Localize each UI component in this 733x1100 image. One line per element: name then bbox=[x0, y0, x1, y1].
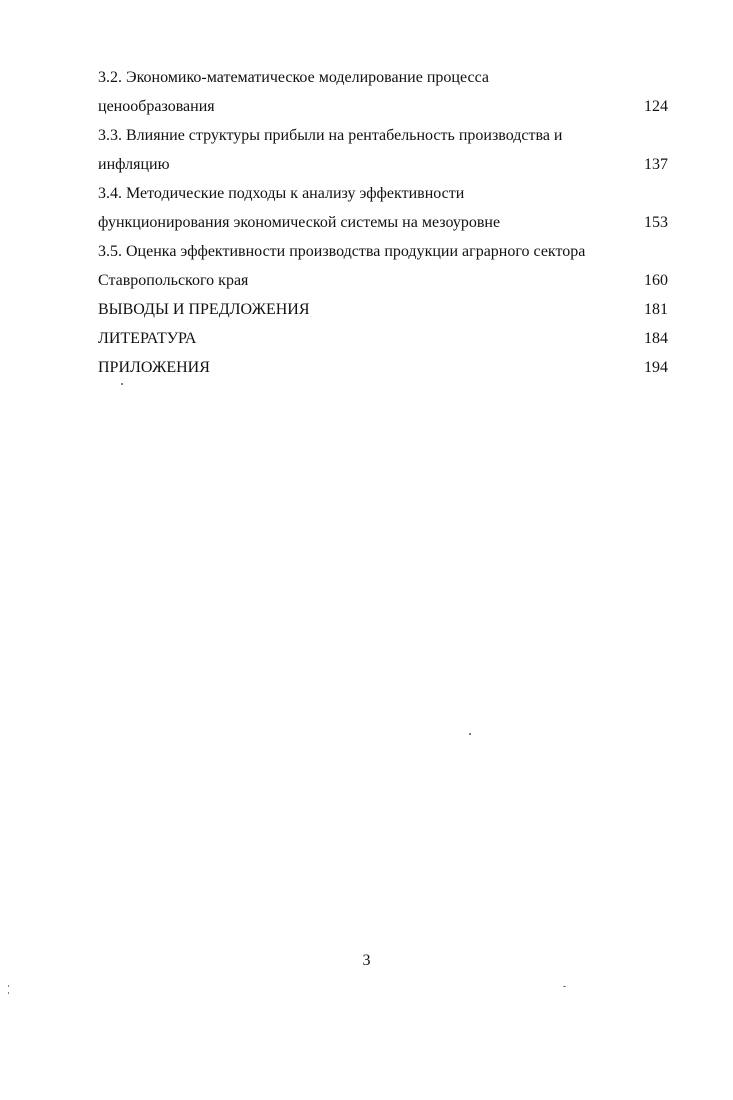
page-number: 3 bbox=[362, 952, 371, 969]
scan-speck bbox=[8, 992, 9, 994]
toc-line bbox=[98, 63, 668, 92]
toc-line bbox=[98, 295, 668, 324]
toc-line bbox=[98, 179, 668, 208]
toc-entry-text: Ставропольского края bbox=[98, 272, 249, 289]
toc-entry-text: 3.2. Экономико-математическое моделирование процесса bbox=[98, 69, 489, 86]
toc-page-number: 181 bbox=[644, 301, 668, 318]
toc-entry-text: инфляцию bbox=[98, 156, 170, 173]
toc-entry-text: ПРИЛОЖЕНИЯ bbox=[98, 359, 210, 376]
toc-line bbox=[98, 208, 668, 237]
scan-speck bbox=[8, 985, 9, 987]
toc-page-number: 137 bbox=[644, 156, 668, 173]
toc-page-number: 194 bbox=[644, 359, 668, 376]
toc-entry-text: 3.5. Оценка эффективности производства продукции аграрного сектора bbox=[98, 243, 586, 260]
toc-line bbox=[98, 266, 668, 295]
scan-speck bbox=[563, 986, 566, 987]
scan-speck bbox=[469, 733, 471, 735]
table-of-contents bbox=[98, 63, 668, 382]
toc-line bbox=[98, 237, 668, 266]
toc-entry-text: ВЫВОДЫ И ПРЕДЛОЖЕНИЯ bbox=[98, 301, 310, 318]
toc-line bbox=[98, 150, 668, 179]
toc-entry-text: функционирования экономической системы на мезоуровне bbox=[98, 214, 501, 231]
toc-entry-text: 3.4. Методические подходы к анализу эффективности bbox=[98, 185, 465, 202]
toc-line bbox=[98, 324, 668, 353]
toc-line bbox=[98, 121, 668, 150]
toc-line bbox=[98, 353, 668, 382]
scan-speck bbox=[121, 383, 123, 385]
toc-entry-text: 3.3. Влияние структуры прибыли на рентабельность производства и bbox=[98, 127, 563, 144]
toc-entry-text: ценообразования bbox=[98, 98, 215, 115]
toc-page-number: 124 bbox=[644, 98, 668, 115]
toc-entry-text: ЛИТЕРАТУРА bbox=[98, 330, 197, 347]
toc-page-number: 153 bbox=[644, 214, 668, 231]
toc-line bbox=[98, 92, 668, 121]
toc-page-number: 184 bbox=[644, 330, 668, 347]
toc-page-number: 160 bbox=[644, 272, 668, 289]
